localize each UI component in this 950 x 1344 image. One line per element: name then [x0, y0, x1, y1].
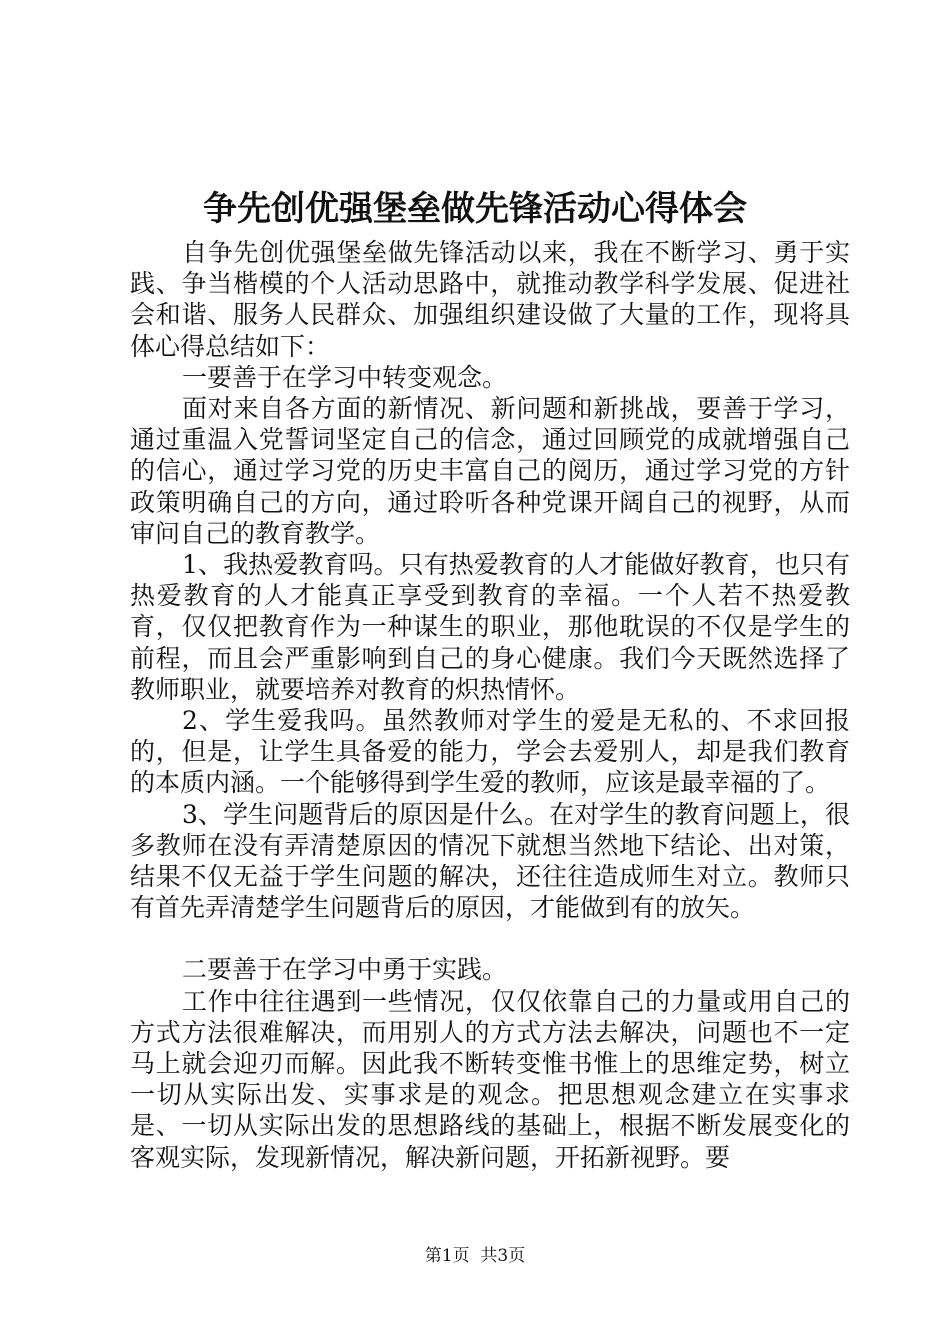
list-item-2: 2、学生爱我吗。虽然教师对学生的爱是无私的、不求回报的，但是，让学生具备爱的能力，学会去爱别人，却是我们教育的本质内涵。一个能够得到学生爱的教师，应该是最幸福的了。	[130, 706, 850, 798]
section-heading-1: 一要善于在学习中转变观念。	[182, 362, 508, 392]
page-number: 第1页	[424, 1246, 470, 1266]
document-title: 争先创优强堡垒做先锋活动心得体会	[203, 189, 747, 229]
page-total: 共3页	[480, 1246, 526, 1266]
paragraph: 面对来自各方面的新情况、新问题和新挑战，要善于学习，通过重温入党誓词坚定自己的信念，通过回顾党的成就增强自己的信心，通过学习党的历史丰富自己的阅历，通过学习党的方针政策明确自己的方向，通过聆听各种党课开阔自己的视野，从而审问自己的教育教学。	[130, 394, 850, 548]
list-item-1: 1、我热爱教育吗。只有热爱教育的人才能做好教育，也只有热爱教育的人才能真正享受到教育的幸福。一个人若不热爱教育，仅仅把教育作为一种谋生的职业，那他耽误的不仅是学生的前程，而且会严重影响到自己的身心健康。我们今天既然选择了教师职业，就要培养对教育的炽热情怀。	[130, 550, 850, 704]
paragraph-intro: 自争先创优强堡垒做先锋活动以来，我在不断学习、勇于实践、争当楷模的个人活动思路中，就推动教学科学发展、促进社会和谐、服务人民群众、加强组织建设做了大量的工作，现将具体心得总结如下：	[130, 238, 850, 361]
document-body	[130, 237, 850, 1173]
list-item-3: 3、学生问题背后的原因是什么。在对学生的教育问题上，很多教师在没有弄清楚原因的情况下就想当然地下结论、出对策，结果不仅无益于学生问题的解决，还往往造成师生对立。教师只有首先弄清楚学生问题背后的原因，才能做到有的放矢。	[130, 799, 850, 923]
paragraph: 工作中往往遇到一些情况，仅仅依靠自己的力量或用自己的方式方法很难解决，而用别人的方式方法去解决，问题也不一定马上就会迎刃而解。因此我不断转变惟书惟上的思维定势，树立一切从实际出发、实事求是的观念。把思想观念建立在实事求是、一切从实际出发的思想路线的基础上，根据不断发展变化的客观实际，发现新情况，解决新问题，开拓新视野。要	[130, 986, 850, 1172]
page-footer	[0, 1245, 950, 1267]
section-heading-2: 二要善于在学习中勇于实践。	[182, 955, 508, 985]
